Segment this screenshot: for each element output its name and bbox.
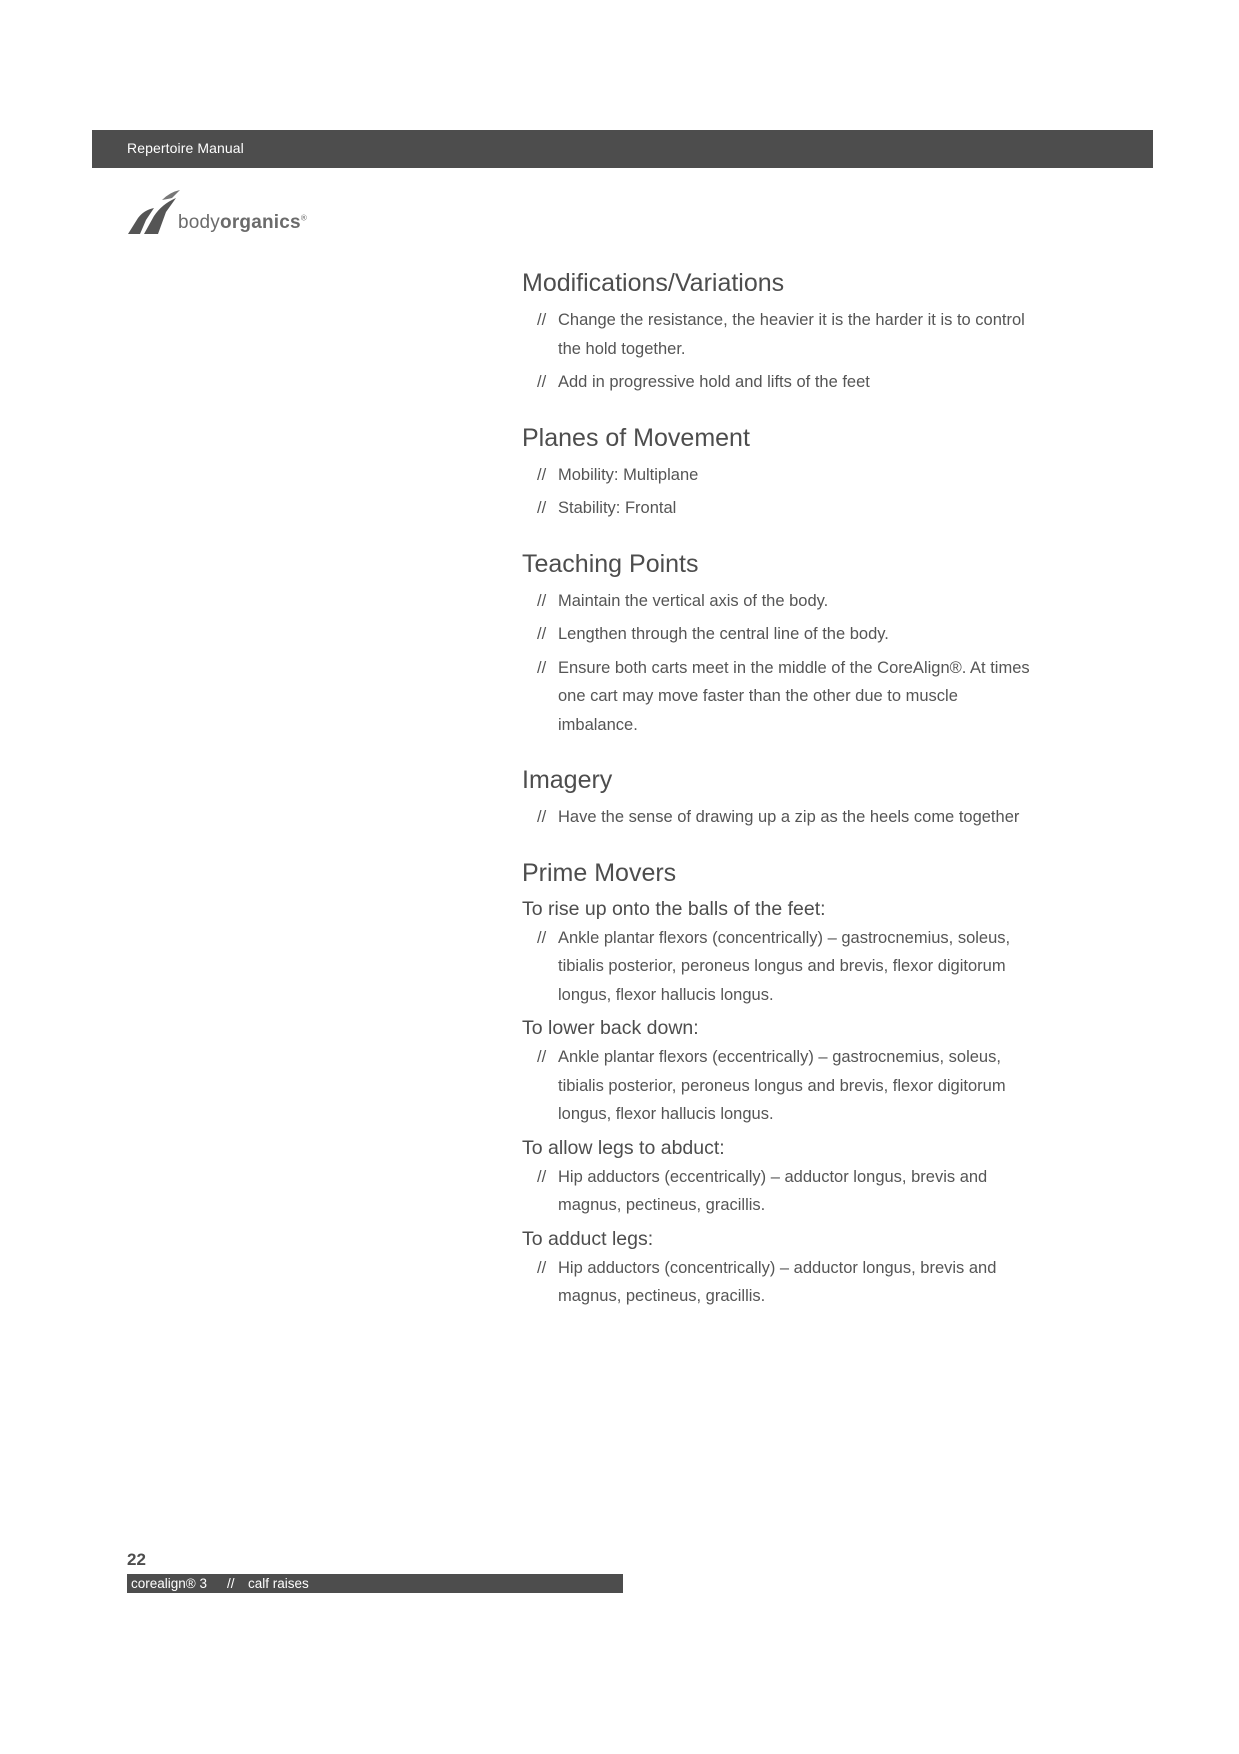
logo-registered-mark: ® — [300, 213, 307, 223]
bullet-mark: // — [537, 808, 547, 826]
section-imagery — [522, 765, 1042, 832]
bullet-text: Stability: Frontal — [558, 499, 677, 517]
section-planes-of-movement — [522, 423, 1042, 523]
section-modifications — [522, 268, 1042, 397]
bullet-text: Ensure both carts meet in the middle of the CoreAlign®. At times one cart may move faster than the other due to muscle imbalance. — [558, 658, 1030, 734]
logo-word-organics: organics — [220, 212, 301, 233]
bullet-mark: // — [537, 499, 547, 517]
list-item — [522, 924, 1042, 1010]
list-item — [522, 654, 1042, 740]
bullet-list — [522, 306, 1042, 397]
subheading: To lower back down: — [522, 1017, 699, 1039]
bullet-text: Mobility: Multiplane — [558, 465, 699, 484]
main-content — [522, 268, 1042, 1337]
header-title: Repertoire Manual — [127, 140, 244, 156]
section-heading: Prime Movers — [522, 858, 677, 887]
bullet-mark: // — [537, 1167, 547, 1186]
section-heading: Planes of Movement — [522, 423, 750, 452]
bullet-list — [522, 1043, 1042, 1129]
page-number: 22 — [127, 1550, 146, 1569]
bullet-mark: // — [537, 373, 547, 391]
list-item — [522, 587, 1042, 616]
list-item — [522, 803, 1042, 832]
bullet-mark: // — [537, 465, 547, 484]
bullet-text: Have the sense of drawing up a zip as the heels come together — [558, 808, 1020, 826]
bullet-mark: // — [537, 1258, 547, 1277]
bullet-mark: // — [537, 1048, 547, 1066]
subheading: To allow legs to abduct: — [522, 1136, 725, 1159]
body-organics-logo — [126, 190, 326, 236]
list-item — [522, 494, 1042, 523]
list-item — [522, 461, 1042, 490]
footer-exercise: calf raises — [248, 1576, 309, 1591]
footer-bar — [127, 1574, 623, 1593]
list-item — [522, 1254, 1042, 1311]
subheading: To adduct legs: — [522, 1227, 654, 1250]
section-heading: Teaching Points — [522, 549, 699, 578]
header-bar — [92, 130, 1153, 168]
bullet-text: Hip adductors (eccentrically) – adductor longus, brevis and magnus, pectineus, gracillis. — [558, 1167, 988, 1214]
bullet-list — [522, 803, 1042, 832]
logo-swoosh-icon — [126, 190, 182, 236]
list-item — [522, 368, 1042, 397]
bullet-mark: // — [537, 658, 547, 677]
bullet-text: Ankle plantar flexors (eccentrically) – gastrocnemius, soleus, tibialis posterior, peroneus longus and brevis, flexor digitorum longus, flexor hallucis longus. — [558, 1048, 1006, 1123]
bullet-mark: // — [537, 591, 547, 610]
bullet-text: Change the resistance, the heavier it is the harder it is to control the hold together. — [558, 311, 1025, 358]
section-teaching-points — [522, 549, 1042, 740]
bullet-text: Add in progressive hold and lifts of the feet — [558, 373, 870, 391]
list-item — [522, 620, 1042, 649]
bullet-text: Lengthen through the central line of the body. — [558, 625, 889, 643]
footer-product: corealign® 3 — [131, 1576, 207, 1591]
section-heading: Imagery — [522, 766, 613, 794]
bullet-text: Maintain the vertical axis of the body. — [558, 591, 829, 610]
bullet-mark: // — [537, 625, 547, 643]
footer-separator: // — [227, 1576, 235, 1591]
bullet-list — [522, 924, 1042, 1010]
list-item — [522, 1043, 1042, 1129]
bullet-list — [522, 461, 1042, 523]
bullet-text: Hip adductors (concentrically) – adductor longus, brevis and magnus, pectineus, gracillis. — [558, 1258, 997, 1305]
logo-wordmark — [178, 212, 307, 234]
bullet-list — [522, 1163, 1042, 1220]
section-heading: Modifications/Variations — [522, 269, 785, 297]
list-item — [522, 306, 1042, 363]
bullet-list — [522, 1254, 1042, 1311]
bullet-mark: // — [537, 311, 547, 329]
list-item — [522, 1163, 1042, 1220]
section-prime-movers — [522, 858, 1042, 1311]
bullet-text: Ankle plantar flexors (concentrically) – gastrocnemius, soleus, tibialis posterior, peroneus longus and brevis, flexor digitorum longus, flexor hallucis longus. — [558, 928, 1011, 1004]
bullet-list — [522, 587, 1042, 740]
subheading: To rise up onto the balls of the feet: — [522, 897, 826, 920]
logo-word-body: body — [178, 212, 221, 233]
bullet-mark: // — [537, 928, 547, 947]
